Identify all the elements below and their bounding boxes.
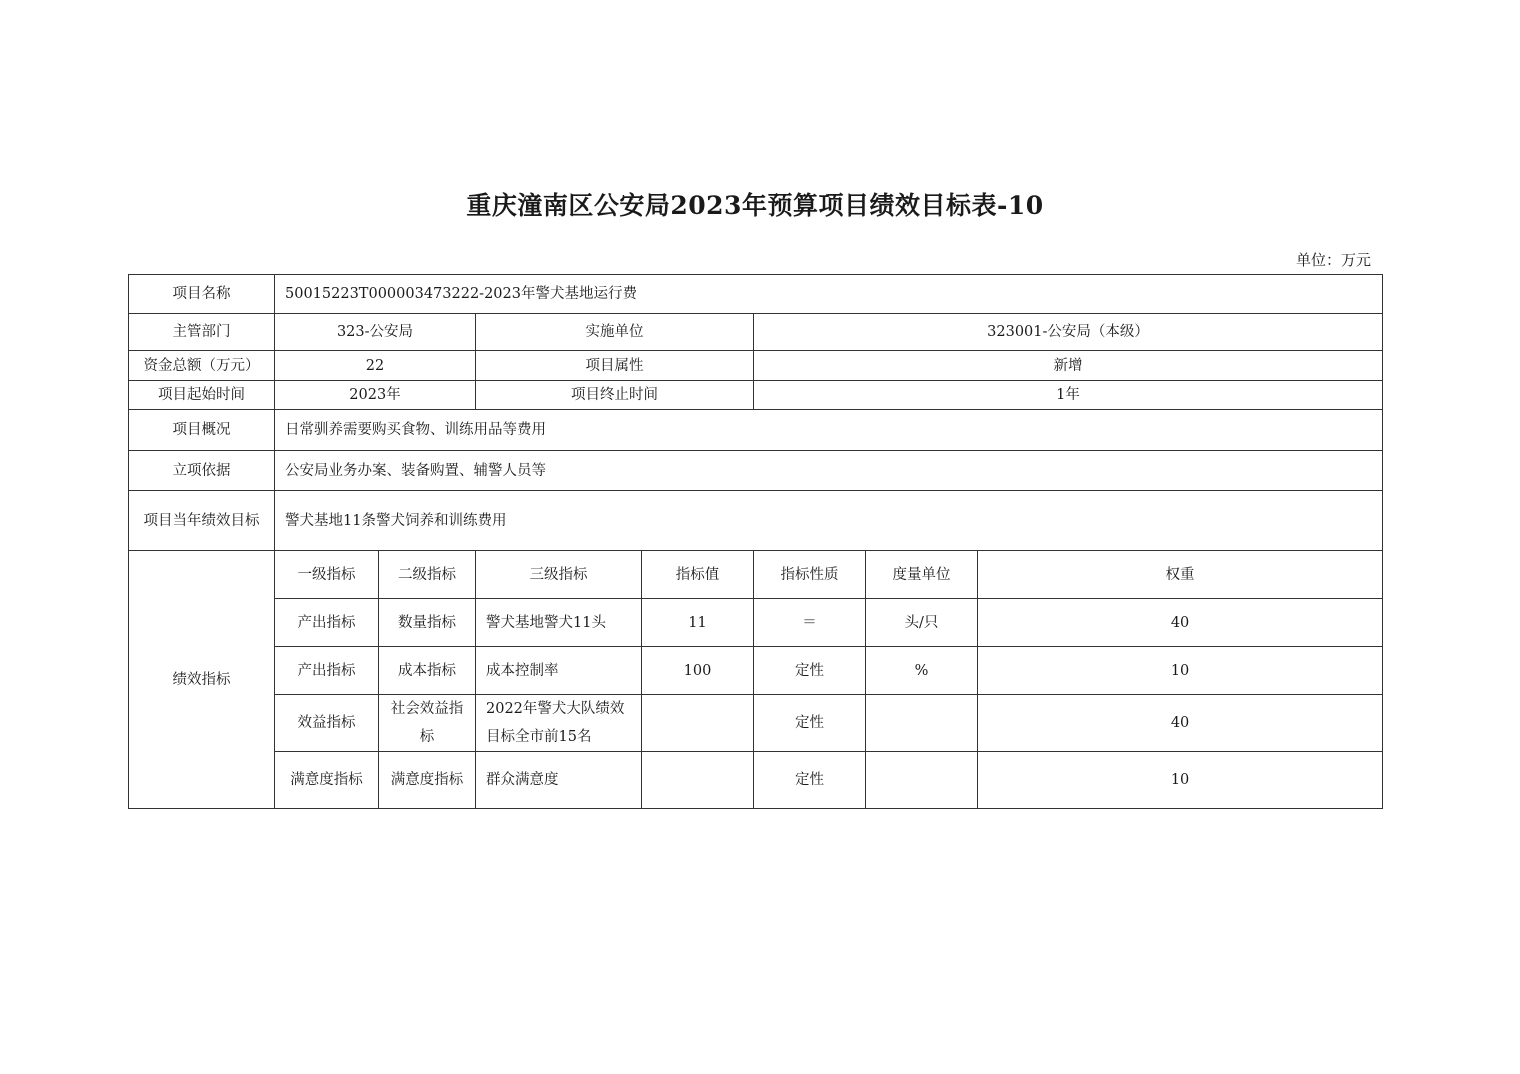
attr-value: 新增 <box>754 351 1383 381</box>
header-nature: 指标性质 <box>754 551 866 599</box>
indicator-value: 11 <box>642 599 754 647</box>
goal-label: 项目当年绩效目标 <box>129 491 275 551</box>
header-level2: 二级指标 <box>379 551 476 599</box>
indicator-weight: 10 <box>978 647 1383 695</box>
overview-label: 项目概况 <box>129 410 275 451</box>
indicator-weight: 40 <box>978 599 1383 647</box>
overview-value: 日常驯养需要购买食物、训练用品等费用 <box>275 410 1383 451</box>
indicator-unit: 头/只 <box>866 599 978 647</box>
table-row <box>129 695 1383 752</box>
indicator-level2: 数量指标 <box>379 599 476 647</box>
indicator-level1: 产出指标 <box>275 599 379 647</box>
header-unit: 度量单位 <box>866 551 978 599</box>
dept-label: 主管部门 <box>129 314 275 351</box>
row-goal <box>129 491 1383 551</box>
indicator-level1: 满意度指标 <box>275 752 379 809</box>
table-row <box>129 599 1383 647</box>
performance-table <box>128 274 1383 809</box>
indicator-level3: 群众满意度 <box>476 752 642 809</box>
row-time <box>129 381 1383 410</box>
fund-label: 资金总额（万元） <box>129 351 275 381</box>
project-name-label: 项目名称 <box>129 275 275 314</box>
start-value: 2023年 <box>275 381 476 410</box>
row-indicator-header <box>129 551 1383 599</box>
indicator-level3: 成本控制率 <box>476 647 642 695</box>
row-overview <box>129 410 1383 451</box>
indicator-nature: 定性 <box>754 695 866 752</box>
perf-label: 绩效指标 <box>129 551 275 809</box>
goal-value: 警犬基地11条警犬饲养和训练费用 <box>275 491 1383 551</box>
row-fund <box>129 351 1383 381</box>
table-row <box>129 647 1383 695</box>
impl-value: 323001-公安局（本级） <box>754 314 1383 351</box>
header-weight: 权重 <box>978 551 1383 599</box>
indicator-nature: ＝ <box>754 599 866 647</box>
indicator-weight: 40 <box>978 695 1383 752</box>
attr-label: 项目属性 <box>476 351 754 381</box>
end-label: 项目终止时间 <box>476 381 754 410</box>
basis-value: 公安局业务办案、装备购置、辅警人员等 <box>275 451 1383 491</box>
start-label: 项目起始时间 <box>129 381 275 410</box>
fund-value: 22 <box>275 351 476 381</box>
indicator-unit: % <box>866 647 978 695</box>
indicator-weight: 10 <box>978 752 1383 809</box>
basis-label: 立项依据 <box>129 451 275 491</box>
page-title: 重庆潼南区公安局2023年预算项目绩效目标表-10 <box>466 191 1044 220</box>
dept-value: 323-公安局 <box>275 314 476 351</box>
indicator-nature: 定性 <box>754 647 866 695</box>
indicator-nature: 定性 <box>754 752 866 809</box>
row-dept <box>129 314 1383 351</box>
indicator-level2: 满意度指标 <box>379 752 476 809</box>
indicator-level2: 社会效益指标 <box>379 695 476 752</box>
end-value: 1年 <box>754 381 1383 410</box>
unit-label: 单位：万元 <box>1295 251 1371 269</box>
impl-label: 实施单位 <box>476 314 754 351</box>
indicator-unit <box>866 752 978 809</box>
table-row <box>129 752 1383 809</box>
header-level3: 三级指标 <box>476 551 642 599</box>
indicator-value <box>642 695 754 752</box>
project-name-value: 50015223T000003473222-2023年警犬基地运行费 <box>275 275 1383 314</box>
row-basis <box>129 451 1383 491</box>
indicator-value <box>642 752 754 809</box>
indicator-value: 100 <box>642 647 754 695</box>
indicator-level1: 效益指标 <box>275 695 379 752</box>
header-value: 指标值 <box>642 551 754 599</box>
indicator-level3: 2022年警犬大队绩效目标全市前15名 <box>476 695 642 752</box>
indicator-level1: 产出指标 <box>275 647 379 695</box>
header-level1: 一级指标 <box>275 551 379 599</box>
indicator-level3: 警犬基地警犬11头 <box>476 599 642 647</box>
indicator-unit <box>866 695 978 752</box>
row-project-name <box>129 275 1383 314</box>
indicator-level2: 成本指标 <box>379 647 476 695</box>
